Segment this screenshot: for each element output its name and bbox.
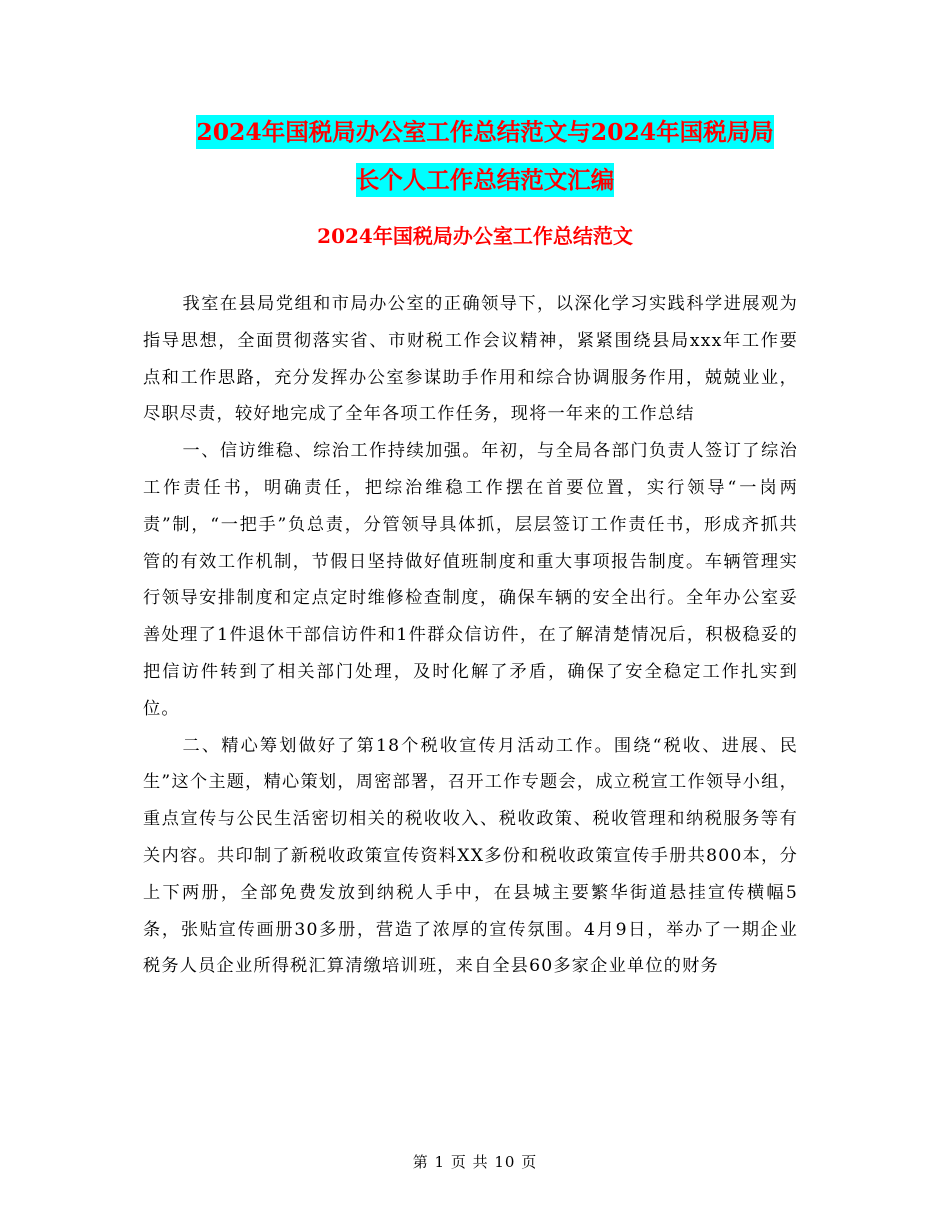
paragraph-petition-stability: 一、信访维稳、综治工作持续加强。年初，与全局各部门负责人签订了综治工作责任书，明确责任，把综治维稳工作摆在首要位置，实行领导“一岗两责”制，“一把手”负总责，分管领导具体抓，层层签订工作责任书，形成齐抓共管的有效工作机制，节假日坚持做好值班制度和重大事项报告制度。车辆管理实行领导安排制度和定点定时维修检查制度，确保车辆的安全出行。全年办公室妥善处理了1件退休干部信访件和1件群众信访件，在了解清楚情况后，积极稳妥的把信访件转到了相关部门处理，及时化解了矛盾，确保了安全稳定工作扎实到位。: [143, 441, 798, 719]
section-title: 2024年国税局办公室工作总结范文: [317, 224, 633, 248]
page-footer: 第 1 页 共 10 页: [412, 1153, 538, 1171]
paragraph-intro: 我室在县局党组和市局办公室的正确领导下，以深化学习实践科学进展观为指导思想，全面贯彻落实省、市财税工作会议精神，紧紧围绕县局xxx年工作要点和工作思路，充分发挥办公室参谋助手作用和综合协调服务作用，兢兢业业，尽职尽责，较好地完成了全年各项工作任务，现将一年来的工作总结: [143, 294, 798, 425]
document-title: [140, 108, 830, 204]
document-title-line1: 2024年国税局办公室工作总结范文与2024年国税局局: [196, 115, 773, 149]
document-body: [143, 286, 798, 985]
paragraph-tax-publicity: 二、精心筹划做好了第18个税收宣传月活动工作。围绕“税收、进展、民生”这个主题，精心策划，周密部署，召开工作专题会，成立税宣工作领导小组，重点宣传与公民生活密切相关的税收收入、税收政策、税收管理和纳税服务等有关内容。共印制了新税收政策宣传资料XX多份和税收政策宣传手册共800本，分上下两册，全部免费发放到纳税人手中，在县城主要繁华街道悬挂宣传横幅5条，张贴宣传画册30多册，营造了浓厚的宣传氛围。4月9日，举办了一期企业税务人员企业所得税汇算清缴培训班，来自全县60多家企业单位的财务: [143, 735, 798, 977]
document-title-line2: 长个人工作总结范文汇编: [356, 163, 615, 197]
